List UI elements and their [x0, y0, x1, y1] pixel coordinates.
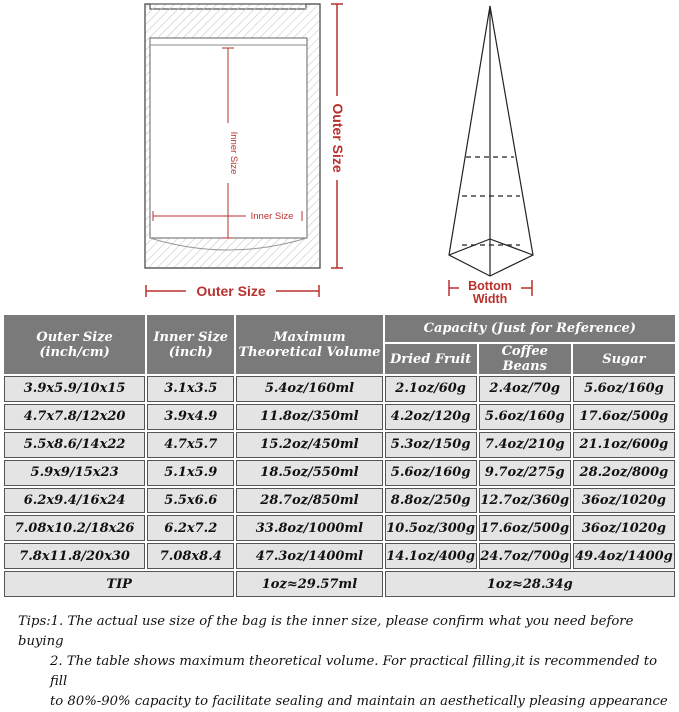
size-capacity-table	[2, 313, 677, 599]
cell-coffee-beans: 5.6oz/160g	[479, 404, 571, 430]
cell-inner-size: 5.5x6.6	[147, 488, 234, 514]
cell-volume: 18.5oz/550ml	[236, 460, 382, 486]
cell-outer-size: 7.08x10.2/18x26	[4, 515, 145, 541]
cell-dried-fruit: 8.8oz/250g	[385, 488, 477, 514]
header-sugar: Sugar	[573, 344, 675, 374]
cell-sugar: 49.4oz/1400g	[573, 543, 675, 569]
header-outer-size-line1: Outer Size	[36, 329, 113, 345]
table-row	[4, 543, 675, 569]
tips-line-3: to 80%-90% capacity to facilitate sealing and maintain an aesthetically pleasing appearance	[50, 694, 668, 709]
cell-outer-size: 7.8x11.8/20x30	[4, 543, 145, 569]
cell-sugar: 21.1oz/600g	[573, 432, 675, 458]
header-capacity: Capacity (Just for Reference)	[385, 315, 675, 342]
cell-dried-fruit: 4.2oz/120g	[385, 404, 477, 430]
cell-dried-fruit: 14.1oz/400g	[385, 543, 477, 569]
table-row	[4, 488, 675, 514]
cell-outer-size: 4.7x7.8/12x20	[4, 404, 145, 430]
bag-side-illustration	[449, 6, 533, 276]
cell-inner-size: 3.9x4.9	[147, 404, 234, 430]
header-max-volume-line1: Maximum	[273, 329, 346, 345]
inner-size-horizontal-label: Inner Size	[250, 211, 294, 222]
header-outer-size	[4, 315, 145, 374]
tip-row	[4, 571, 675, 597]
header-coffee-beans: Coffee Beans	[479, 344, 571, 374]
cell-dried-fruit: 5.6oz/160g	[385, 460, 477, 486]
cell-outer-size: 5.5x8.6/14x22	[4, 432, 145, 458]
cell-outer-size: 5.9x9/15x23	[4, 460, 145, 486]
header-outer-size-line2: (inch/cm)	[39, 344, 110, 360]
tips-notes	[18, 612, 673, 712]
cell-volume: 47.3oz/1400ml	[236, 543, 382, 569]
cell-volume: 33.8oz/1000ml	[236, 515, 382, 541]
bottom-width-label-line1: Bottom	[468, 279, 512, 293]
table-row	[4, 460, 675, 486]
table-row	[4, 515, 675, 541]
header-inner-size	[147, 315, 234, 374]
tip-volume-conversion: 1oz≈29.57ml	[236, 571, 382, 597]
cell-volume: 28.7oz/850ml	[236, 488, 382, 514]
header-inner-size-line1: Inner Size	[153, 329, 229, 345]
cell-sugar: 36oz/1020g	[573, 515, 675, 541]
cell-inner-size: 3.1x3.5	[147, 376, 234, 402]
cell-sugar: 5.6oz/160g	[573, 376, 675, 402]
cell-coffee-beans: 2.4oz/70g	[479, 376, 571, 402]
bottom-width-label-line2: Width	[472, 292, 508, 306]
cell-inner-size: 6.2x7.2	[147, 515, 234, 541]
cell-sugar: 36oz/1020g	[573, 488, 675, 514]
cell-volume: 5.4oz/160ml	[236, 376, 382, 402]
cell-coffee-beans: 12.7oz/360g	[479, 488, 571, 514]
cell-dried-fruit: 5.3oz/150g	[385, 432, 477, 458]
cell-coffee-beans: 24.7oz/700g	[479, 543, 571, 569]
cell-outer-size: 3.9x5.9/10x15	[4, 376, 145, 402]
cell-coffee-beans: 7.4oz/210g	[479, 432, 571, 458]
cell-inner-size: 4.7x5.7	[147, 432, 234, 458]
cell-outer-size: 6.2x9.4/16x24	[4, 488, 145, 514]
table-row	[4, 376, 675, 402]
cell-dried-fruit: 2.1oz/60g	[385, 376, 477, 402]
table-row	[4, 404, 675, 430]
bag-size-diagram	[0, 0, 679, 310]
cell-dried-fruit: 10.5oz/300g	[385, 515, 477, 541]
header-dried-fruit: Dried Fruit	[385, 344, 477, 374]
cell-inner-size: 5.1x5.9	[147, 460, 234, 486]
header-inner-size-line2: (inch)	[168, 344, 213, 360]
cell-inner-size: 7.08x8.4	[147, 543, 234, 569]
header-max-volume-line2: Theoretical Volume	[238, 344, 381, 360]
inner-size-vertical-label: Inner Size	[228, 131, 239, 175]
cell-coffee-beans: 17.6oz/500g	[479, 515, 571, 541]
cell-sugar: 28.2oz/800g	[573, 460, 675, 486]
tip-label: TIP	[4, 571, 234, 597]
tip-weight-conversion: 1oz≈28.34g	[385, 571, 675, 597]
cell-volume: 15.2oz/450ml	[236, 432, 382, 458]
outer-size-vertical-label: Outer Size	[330, 103, 346, 173]
table-row	[4, 432, 675, 458]
cell-coffee-beans: 9.7oz/275g	[479, 460, 571, 486]
outer-size-horizontal-label: Outer Size	[196, 283, 266, 299]
header-max-volume	[236, 315, 382, 374]
tips-line-2: 2. The table shows maximum theoretical volume. For practical filling,it is recommended to fill	[50, 654, 658, 689]
tips-line-1: Tips:1. The actual use size of the bag is the inner size, please confirm what you need before buying	[18, 614, 634, 649]
cell-volume: 11.8oz/350ml	[236, 404, 382, 430]
cell-sugar: 17.6oz/500g	[573, 404, 675, 430]
